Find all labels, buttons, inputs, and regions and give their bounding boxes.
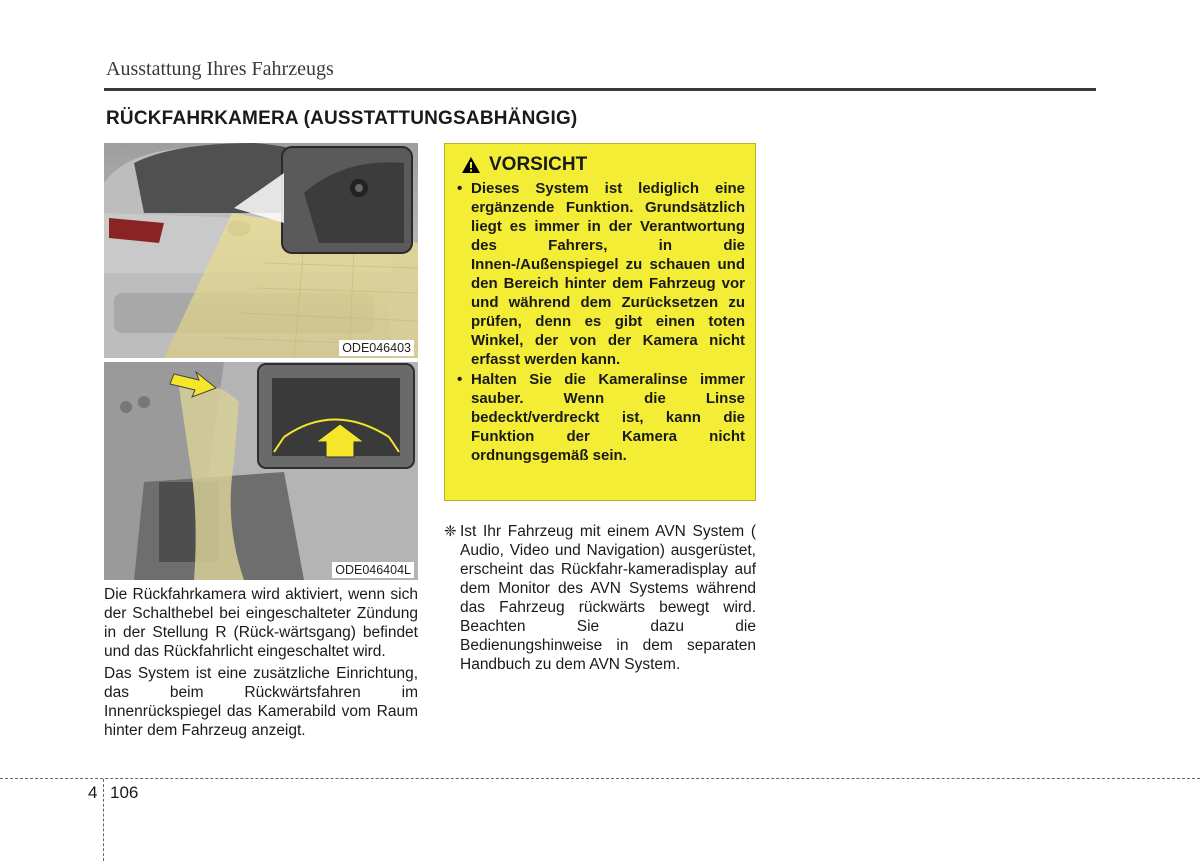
rear-camera-figure (104, 143, 418, 358)
warning-triangle-icon (461, 156, 481, 174)
running-header: Ausstattung Ihres Fahrzeugs (106, 58, 334, 80)
car-rear-illustration (104, 143, 418, 358)
caution-box (444, 143, 756, 501)
chapter-number: 4 (88, 783, 98, 802)
footer-vertical-rule (103, 779, 104, 861)
left-text-column (104, 585, 418, 743)
paragraph-activation: Die Rückfahrkamera wird aktiviert, wenn sich der Schalthebel bei eingeschalteter Zündung in der Stellung R (Rück-wärtsgang) befindet und das Rückfahrlicht eingeschaltet wird. (104, 586, 418, 660)
caution-heading: VORSICHT (489, 154, 588, 175)
figure-caption-top: ODE046403 (339, 340, 414, 356)
caution-list (455, 179, 745, 465)
section-title: RÜCKFAHRKAMERA (AUSSTATTUNGSABHÄNGIG) (106, 108, 578, 129)
caution-header (461, 154, 745, 176)
gear-display-figure (104, 362, 418, 580)
page-number: 106 (110, 783, 139, 802)
caution-item: • Halten Sie die Kameralinse immer sauber. Wenn die Linse bedeckt/verdreckt ist, kann die Funktion der Kamera nicht ordnungsgemäß sein. (455, 370, 745, 465)
caution-item: • Dieses System ist lediglich eine ergänzende Funktion. Grundsätzlich liegt es immer in der Verantwortung des Fahrers, in die Innen-/Außenspiegel zu schauen und den Bereich hinter dem Fahrzeug vor und während dem Zurücksetzen zu prüfen, denn es gibt einen toten Winkel, der von der Kamera nicht erfasst werden kann. (455, 179, 745, 369)
note-text: Ist Ihr Fahrzeug mit einem AVN System ( Audio, Video und Navigation) ausgerüstet, erscheint das Rückfahr-kameradisplay auf dem Monitor des AVN Systems während das Fahrzeug rückwärts bewegt wird. Beachten Sie dazu die Bedienungshinweise in dem separaten Handbuch zu dem AVN System. (460, 523, 756, 673)
header-rule (104, 88, 1096, 91)
note-marker: ❈ (444, 523, 457, 540)
figure-caption-bottom: ODE046404L (332, 562, 414, 578)
avn-note (444, 522, 756, 674)
footer-rule (0, 778, 1200, 779)
paragraph-system: Das System ist eine zusätzliche Einrichtung, das beim Rückwärtsfahren im Innenrückspiegel das Kamerabild vom Raum hinter dem Fahrzeug anzeigt. (104, 665, 418, 739)
gear-lever-illustration (104, 362, 418, 580)
